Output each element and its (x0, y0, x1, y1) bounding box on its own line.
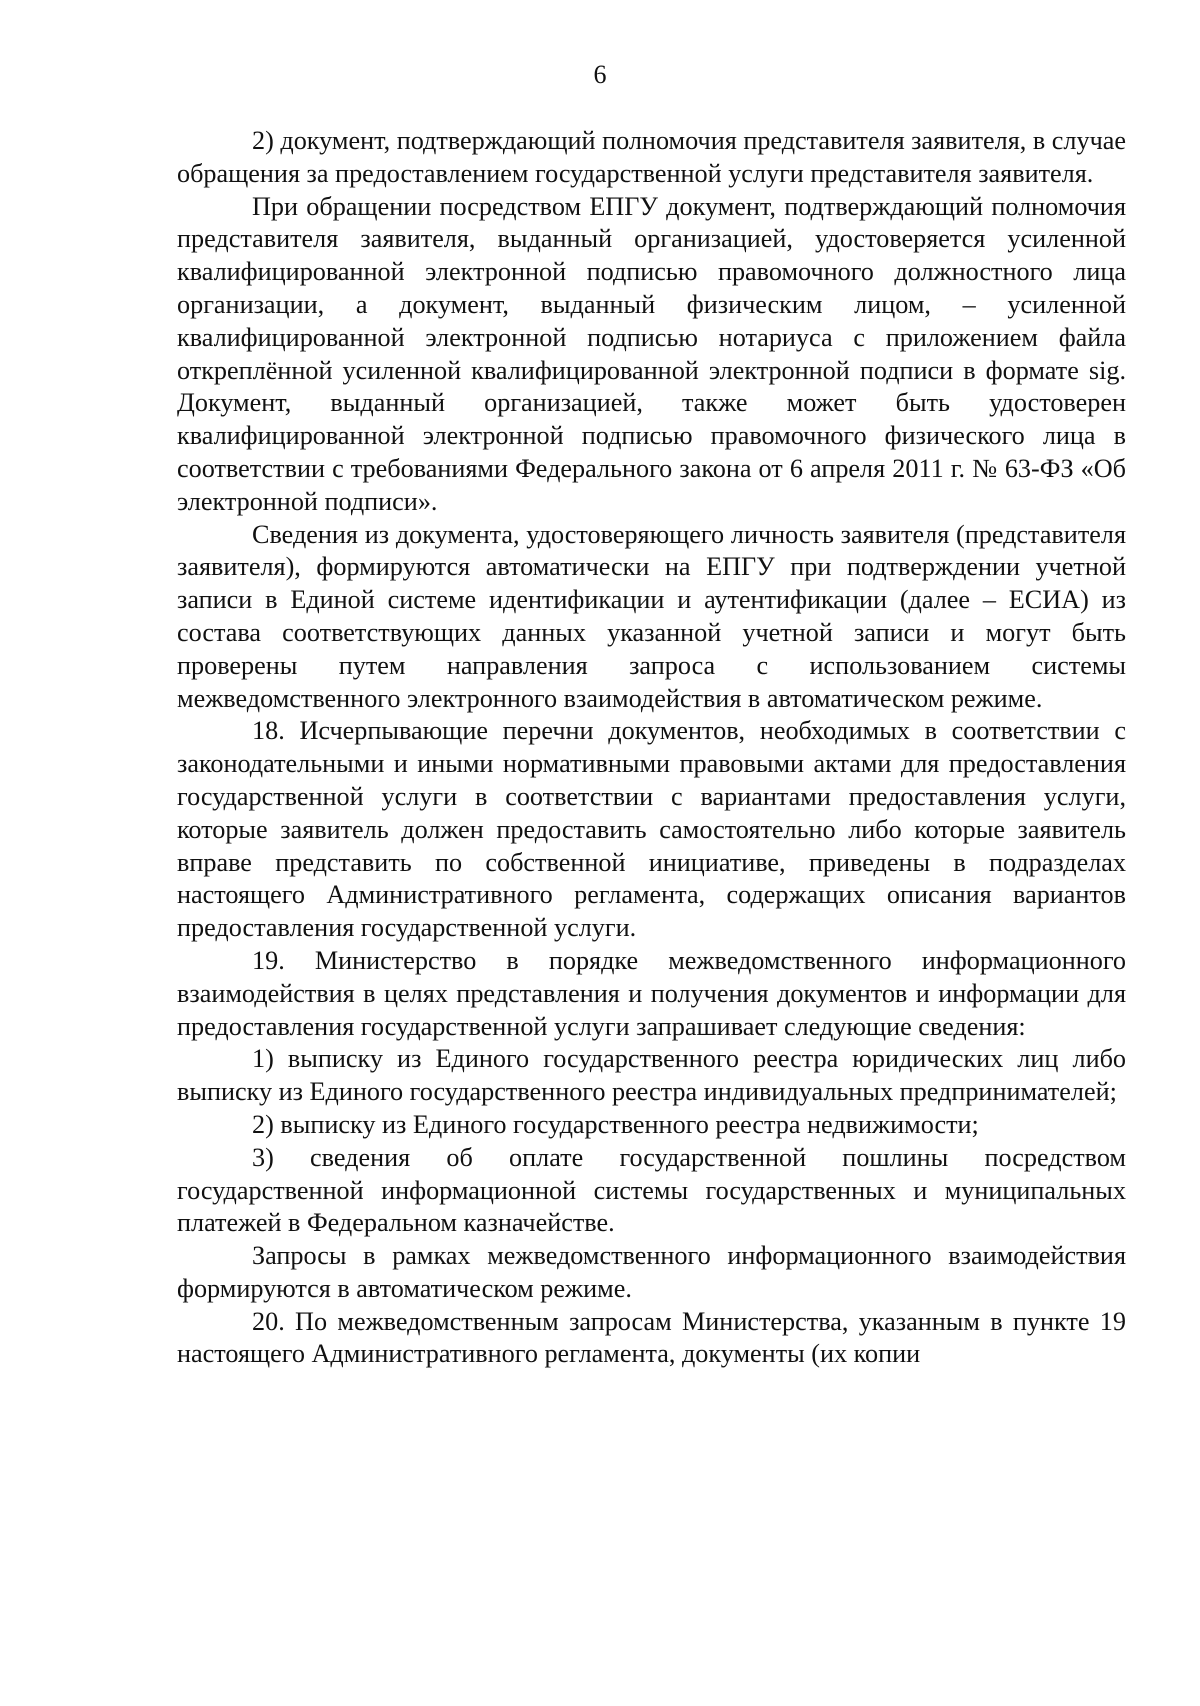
paragraph-epgu-signature: При обращении посредством ЕПГУ документ, подтверждающий полномочия представителя заявителя, выданный организацией, удостоверяется усиленной квалифицированной электронной подписью правомочного должностного лица организации, а документ, выданный физическим лицом, – усиленной квалифицированной электронной подписью нотариуса с приложением файла откреплённой усиленной квалифицированной электронной подписи в формате sig. Документ, выданный организацией, также может быть удостоверен квалифицированной электронной подписью правомочного физического лица в соответствии с требованиями Федерального закона от 6 апреля 2011 г. № 63-ФЗ «Об электронной подписи». (177, 191, 1126, 516)
paragraph-representative-document: 2) документ, подтверждающий полномочия представителя заявителя, в случае обращения за предоставлением государственной услуги представителя заявителя. (177, 126, 1126, 188)
paragraph-item-19-sub-2: 2) выписку из Единого государственного реестра недвижимости; (252, 1109, 979, 1139)
paragraph-identity-info: Сведения из документа, удостоверяющего личность заявителя (представителя заявителя), формируются автоматически на ЕПГУ при подтверждении учетной записи в Единой системе идентификации и аутентификации (далее – ЕСИА) из состава соответствующих данных указанной учетной записи и могут быть проверены путем направления запроса с использованием системы межведомственного электронного взаимодействия в автоматическом режиме. (177, 519, 1126, 713)
paragraph-item-19-sub-1: 1) выписку из Единого государственного реестра юридических лиц либо выписку из Единого государственного реестра индивидуальных предпринимателей; (177, 1044, 1126, 1107)
paragraph-item-20: 20. По межведомственным запросам Министерства, указанным в пункте 19 настоящего Административного регламента, документы (их копии (177, 1306, 1126, 1369)
document-body (177, 125, 1126, 1371)
paragraph-item-19: 19. Министерство в порядке межведомственного информационного взаимодействия в целях представления и получения документов и информации для предоставления государственной услуги запрашивает следующие сведения: (177, 945, 1126, 1041)
page-number: 6 (593, 60, 607, 89)
paragraph-item-18: 18. Исчерпывающие перечни документов, необходимых в соответствии с законодательными и иными нормативными правовыми актами для предоставления государственной услуги в соответствии с вариантами предоставления услуги, которые заявитель должен предоставить самостоятельно либо которые заявитель вправе представить по собственной инициативе, приведены в подразделах настоящего Административного регламента, содержащих описания вариантов предоставления государственной услуги. (177, 716, 1126, 943)
paragraph-item-19-sub-3: 3) сведения об оплате государственной пошлины посредством государственной информационной системы государственных и муниципальных платежей в Федеральном казначействе. (177, 1142, 1126, 1238)
paragraph-requests-automatic: Запросы в рамках межведомственного информационного взаимодействия формируются в автоматическом режиме. (177, 1241, 1126, 1303)
